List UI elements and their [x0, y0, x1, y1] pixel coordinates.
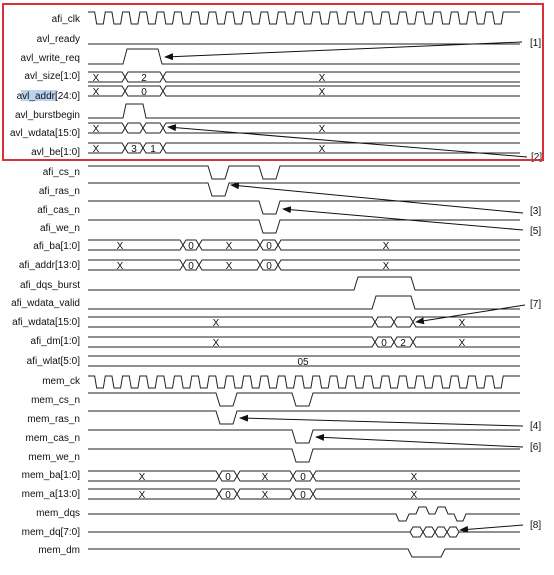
avl-be-value-x1: X — [92, 144, 100, 155]
label-afi-ras-n: afi_ras_n — [38, 186, 80, 197]
note-2: [2] — [531, 152, 543, 163]
label-afi-dm: afi_dm[1:0] — [30, 336, 80, 347]
afi-addr-value-x1: X — [116, 261, 124, 272]
label-afi-cs-n: afi_cs_n — [42, 167, 80, 178]
label-mem-we-n: mem_we_n — [28, 452, 80, 463]
wave-avl-size — [88, 72, 520, 84]
afi-ba-value-x3: X — [382, 241, 390, 252]
afi-dm-value-0: 0 — [381, 338, 387, 349]
wave-afi-ba — [88, 240, 520, 252]
mem-a-value-x1: X — [138, 490, 146, 501]
note-8: [8] — [530, 520, 542, 531]
afi-wlat-value-05: 05 — [297, 357, 309, 368]
wave-afi-ras-n — [88, 183, 520, 196]
label-avl-be: avl_be[1:0] — [31, 147, 80, 158]
label-afi-dqs-burst: afi_dqs_burst — [19, 280, 80, 291]
signal-labels — [10, 14, 81, 556]
arrow-note-8 — [460, 525, 523, 530]
mem-ba-value-x1: X — [138, 472, 146, 483]
wave-avl-be — [88, 143, 520, 155]
wave-mem-cs-n — [88, 393, 520, 406]
mem-a-value-0a: 0 — [225, 490, 231, 501]
mem-a-value-0b: 0 — [300, 490, 306, 501]
annotations — [165, 38, 542, 531]
note-7: [7] — [530, 299, 542, 310]
avl-size-value-2: 2 — [141, 73, 147, 84]
label-avl-wdata: avl_wdata[15:0] — [9, 128, 80, 139]
wave-afi-dqs-burst — [88, 277, 520, 290]
label-afi-wlat: afi_wlat[5:0] — [26, 356, 80, 367]
mem-ba-value-x3: X — [410, 472, 418, 483]
wave-afi-we-n — [88, 220, 520, 233]
label-afi-we-n: afi_we_n — [39, 223, 80, 234]
wave-avl-wdata — [88, 123, 520, 135]
wave-mem-dm — [88, 549, 520, 557]
mem-a-value-x3: X — [410, 490, 418, 501]
afi-addr-value-0b: 0 — [266, 261, 272, 272]
afi-addr-value-0a: 0 — [188, 261, 194, 272]
wave-afi-cs-n — [88, 166, 520, 179]
wave-mem-a — [88, 489, 520, 501]
wave-afi-addr — [88, 260, 520, 272]
afi-ba-value-x1: X — [116, 241, 124, 252]
note-3: [3] — [530, 206, 542, 217]
wave-mem-ck — [88, 376, 520, 388]
label-mem-dq: mem_dq[7:0] — [21, 527, 80, 538]
label-afi-wdata-valid: afi_wdata_valid — [11, 298, 80, 309]
wave-avl-burstbegin — [88, 104, 520, 118]
label-avl-ready: avl_ready — [36, 34, 80, 45]
label-avl-size: avl_size[1:0] — [24, 71, 80, 82]
wave-afi-dm — [88, 337, 520, 349]
label-afi-addr: afi_addr[13:0] — [18, 260, 80, 271]
wave-avl-addr — [88, 86, 520, 98]
avl-be-value-3: 3 — [131, 144, 137, 155]
mem-ba-value-0a: 0 — [225, 472, 231, 483]
mem-a-value-x2: X — [261, 490, 269, 501]
label-afi-ba: afi_ba[1:0] — [33, 241, 80, 252]
avl-size-value-x1: X — [92, 73, 100, 84]
label-avl-addr: avl_addr[24:0] — [16, 91, 80, 102]
wave-mem-dqs — [88, 507, 520, 521]
label-avl-burstbegin: avl_burstbegin — [14, 110, 80, 121]
avl-addr-value-0: 0 — [141, 87, 147, 98]
label-mem-ba: mem_ba[1:0] — [21, 470, 80, 481]
avl-size-value-x2: X — [318, 73, 326, 84]
avl-addr-value-x2: X — [318, 87, 326, 98]
afi-dm-value-x1: X — [212, 338, 220, 349]
wave-afi-wdata-valid — [88, 296, 520, 309]
arrow-note-4 — [240, 418, 523, 426]
avl-be-value-x2: X — [318, 144, 326, 155]
afi-wdata-value-x1: X — [212, 318, 220, 329]
wave-afi-wdata — [88, 317, 520, 329]
note-6: [6] — [530, 442, 542, 453]
label-mem-ck: mem_ck — [42, 376, 80, 387]
label-mem-dqs: mem_dqs — [36, 508, 80, 519]
label-mem-ras-n: mem_ras_n — [27, 414, 80, 425]
afi-ba-value-0b: 0 — [266, 241, 272, 252]
wave-mem-dq — [88, 527, 520, 537]
arrow-note-7 — [416, 305, 525, 322]
afi-dm-value-x2: X — [458, 338, 466, 349]
label-mem-a: mem_a[13:0] — [21, 489, 80, 500]
label-afi-wdata: afi_wdata[15:0] — [12, 317, 80, 328]
afi-ba-value-0a: 0 — [188, 241, 194, 252]
afi-ba-value-x2: X — [225, 241, 233, 252]
afi-wdata-value-x2: X — [458, 318, 466, 329]
label-avl-write-req: avl_write_req — [20, 53, 80, 64]
afi-dm-value-2: 2 — [400, 338, 406, 349]
waveforms — [88, 12, 520, 557]
mem-ba-value-x2: X — [261, 472, 269, 483]
afi-addr-value-x2: X — [225, 261, 233, 272]
wave-afi-clk — [88, 12, 520, 24]
label-mem-dm: mem_dm — [38, 545, 80, 556]
wave-mem-ras-n — [88, 411, 520, 424]
wave-mem-cas-n — [88, 430, 520, 443]
wave-afi-cas-n — [88, 201, 520, 214]
note-1: [1] — [530, 38, 542, 49]
arrow-note-6 — [316, 437, 523, 447]
avl-wdata-value-x1: X — [92, 124, 100, 135]
mem-ba-value-0b: 0 — [300, 472, 306, 483]
note-5: [5] — [530, 226, 542, 237]
label-mem-cs-n: mem_cs_n — [31, 395, 80, 406]
label-mem-cas-n: mem_cas_n — [25, 433, 80, 444]
arrow-note-3 — [231, 185, 523, 213]
avl-be-value-1: 1 — [150, 144, 156, 155]
avl-wdata-value-x2: X — [318, 124, 326, 135]
afi-addr-value-x3: X — [382, 261, 390, 272]
wave-mem-we-n — [88, 449, 520, 462]
avl-addr-value-x1: X — [92, 87, 100, 98]
label-afi-clk: afi_clk — [51, 14, 80, 25]
wave-afi-wlat — [88, 356, 520, 368]
wave-mem-ba — [88, 471, 520, 483]
note-4: [4] — [530, 421, 542, 432]
label-afi-cas-n: afi_cas_n — [37, 205, 80, 216]
